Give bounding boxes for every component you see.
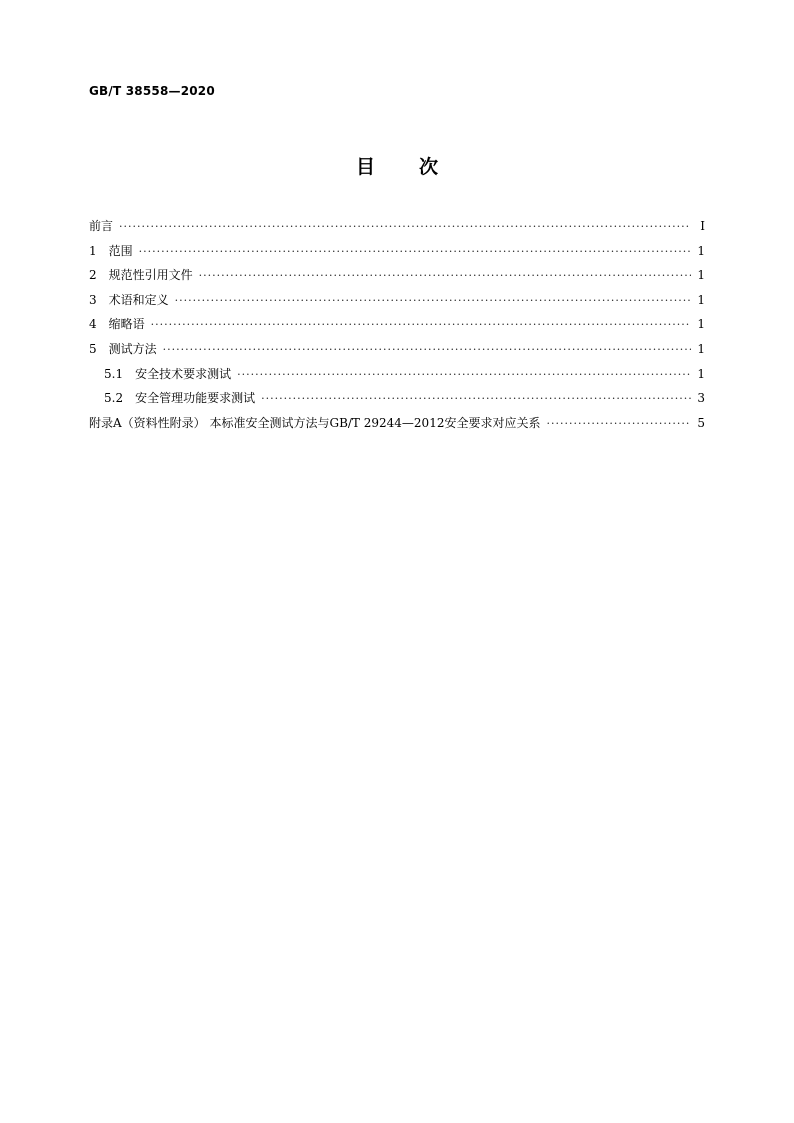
toc-entry-number: 4 (89, 317, 97, 332)
toc-entry-label: 安全管理功能要求测试 (135, 391, 256, 406)
standard-code: GB/T 38558—2020 (89, 84, 215, 98)
toc-page-number: 1 (697, 341, 705, 356)
toc-leader-dots (237, 363, 691, 388)
toc-leader-dots (175, 289, 691, 314)
toc-leader-dots (151, 313, 691, 338)
toc-page-number: 1 (697, 317, 705, 332)
toc-leader-dots (199, 264, 691, 289)
toc-leader-dots (261, 387, 691, 412)
toc-leader-dots (139, 240, 691, 265)
toc-page-number: 1 (697, 366, 705, 381)
toc-page-number: 3 (697, 391, 705, 406)
toc-page-number: 1 (697, 268, 705, 283)
toc-entry-label: 缩略语 (108, 317, 145, 332)
table-of-contents (89, 214, 705, 435)
toc-page-number: Ⅰ (700, 219, 705, 233)
toc-entry-terms-definitions[interactable] (89, 288, 705, 313)
toc-entry-label: 规范性引用文件 (108, 268, 193, 283)
toc-entry-number: 1 (89, 243, 97, 258)
toc-entry-security-technical-tests[interactable] (89, 362, 705, 387)
page-title: 目次 (355, 156, 482, 178)
toc-entry-number: 2 (89, 268, 97, 283)
toc-page-number: 5 (697, 415, 705, 430)
toc-entry-label: 附录A（资料性附录） 本标准安全测试方法与GB/T 29244—2012安全要求对应关系 (89, 415, 541, 430)
toc-entry-label: 范围 (108, 243, 133, 258)
toc-entry-number: 5.1 (104, 366, 124, 381)
toc-leader-dots (163, 338, 691, 363)
toc-leader-dots (546, 412, 691, 437)
toc-entry-abbreviations[interactable] (89, 312, 705, 337)
toc-entry-security-management-tests[interactable] (89, 386, 705, 411)
toc-leader-dots (119, 215, 691, 240)
toc-page-number: 1 (697, 243, 705, 258)
toc-entry-label: 前言 (89, 219, 114, 233)
toc-entry-foreword[interactable] (89, 214, 705, 239)
toc-entry-number: 5.2 (104, 391, 124, 406)
toc-entry-normative-references[interactable] (89, 263, 705, 288)
toc-entry-appendix-a[interactable] (89, 411, 705, 436)
toc-entry-label: 测试方法 (108, 341, 157, 356)
toc-entry-scope[interactable] (89, 239, 705, 264)
toc-entry-test-methods[interactable] (89, 337, 705, 362)
toc-entry-number: 3 (89, 292, 97, 307)
toc-entry-label: 术语和定义 (108, 292, 169, 307)
toc-entry-label: 安全技术要求测试 (135, 366, 232, 381)
toc-entry-number: 5 (89, 341, 97, 356)
toc-page-number: 1 (697, 292, 705, 307)
